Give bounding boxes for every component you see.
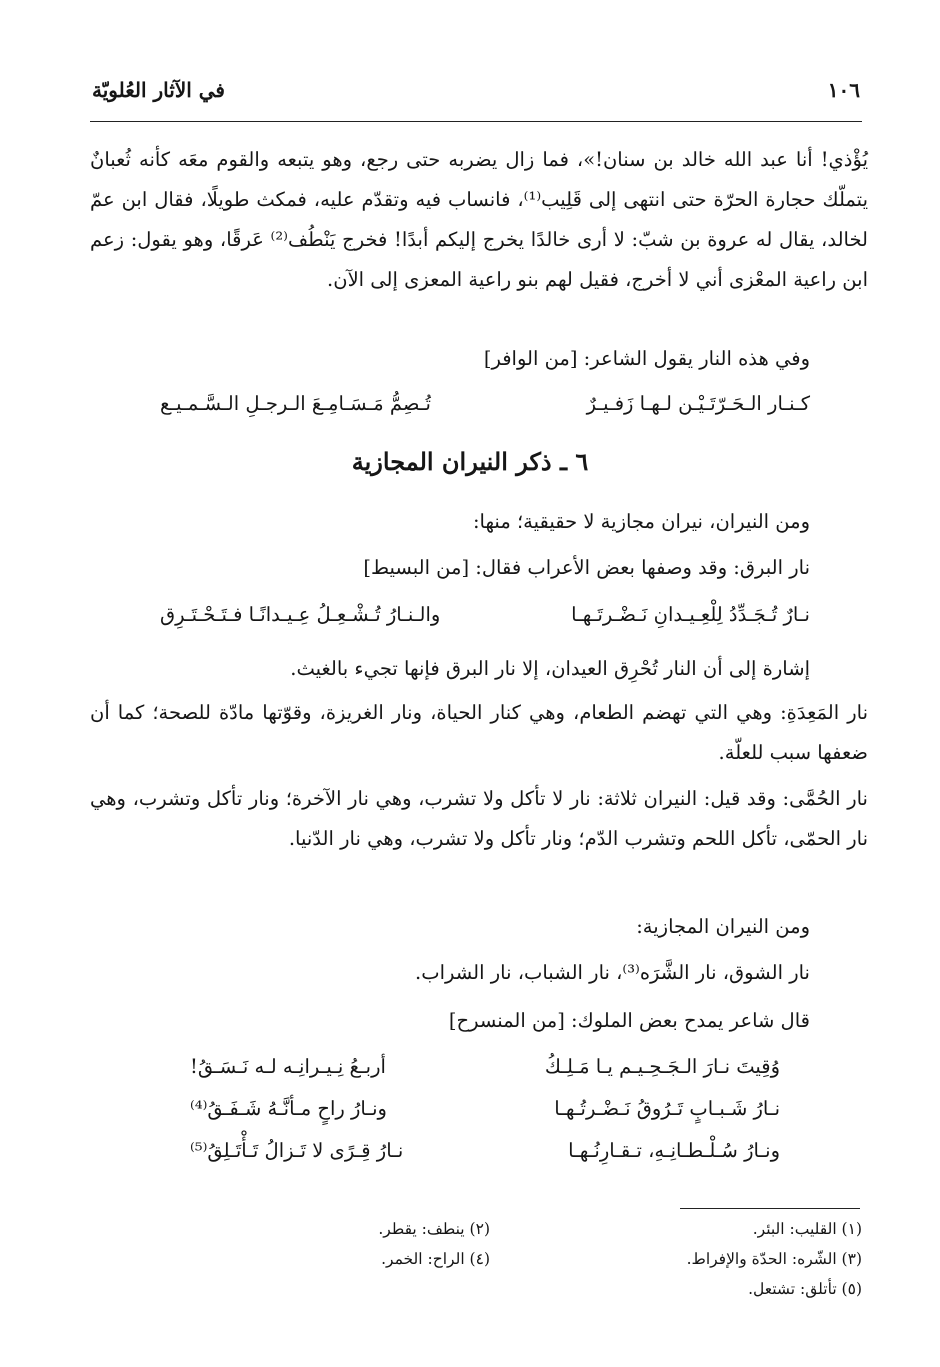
verse-line (190, 1139, 780, 1179)
verse-line (160, 392, 810, 432)
section-intro: ومن النيران، نيران مجازية لا حقيقية؛ منها: (472, 510, 810, 533)
second-hemistich: ونـارُ راحٍ مـأنَّـهُ شَـفَـقُ⁽⁴⁾ (190, 1097, 387, 1120)
lightning-paragraph: إشارة إلى أن النار تُحْرِق العيدان، إلا نار البرق فإنها تجيء بالغيث. (290, 657, 810, 680)
footnote-1: (١) القليب: البئر. (752, 1220, 862, 1238)
footnote-4: (٤) الراح: الخمر. (381, 1250, 490, 1268)
opening-paragraph: يُؤْذي! أنا عبد الله خالد بن سنان!»، فما زال يضربه حتى رجع، وهو يتبعه والقوم معَه كأنه ثُعبانٌ يتملّك حجارة الحرّة حتى انتهى إلى قَلِيب⁽¹⁾، فانساب فيه وتقدّم عليه، فمكث طويلًا، فقال ابن عمّ لخالد، يقال له عروة بن شبّ: لا أرى خالدًا يخرج إليكم أبدًا! فخرج يَنْطُف⁽²⁾ عَرقًا، وهو يقول: زعم ابن راعية المعْزى أني لا أخرج، فقيل لهم بنو راعية المعزى إلى الآن. (90, 148, 868, 291)
section-heading: ٦ ـ ذكر النيران المجازية (351, 447, 589, 476)
verse-line (160, 603, 810, 643)
verse-intro: وفي هذه النار يقول الشاعر: [من الوافر] (483, 347, 810, 370)
footnote-5: (٥) تأتلق: تشتعل. (748, 1280, 862, 1298)
metaphorical-intro: ومن النيران المجازية: (636, 915, 810, 938)
running-title: في الآثار العُلويّة (92, 78, 225, 102)
verse-line (190, 1055, 780, 1095)
second-hemistich: نـارُ قِـرًى لا تَـزالُ تَـأْتَـلِقُ⁽⁵⁾ (190, 1139, 404, 1162)
header-rule (90, 121, 862, 122)
page-number: ١٠٦ (827, 78, 860, 102)
footnote-3: (٣) الشّره: الحدّة والإفراط. (686, 1250, 862, 1268)
footnote-2: (٢) ينطف: يقطر. (378, 1220, 490, 1238)
lightning-intro: نار البرق: وقد وصفها بعض الأعراب فقال: [من البسيط] (363, 556, 810, 579)
first-hemistich: كـنـار الـحَـرّتَـيْـن لـهـا زَفـيـرٌ (586, 392, 810, 415)
second-hemistich: أربـعُ نِـيـرانِـه لـه نَـسَـقُ! (190, 1055, 386, 1078)
second-hemistich: تُـصِمُّ مَـسَـامِـعَ الـرجـلِ الـسَّـمـيـع (160, 392, 431, 415)
first-hemistich: وُقِيتَ نـارَ الـجَـحِـيـم يـا مَـلِـكُ (544, 1055, 780, 1078)
metaphorical-list: نار الشوق، نار الشَّرَه⁽³⁾، نار الشباب، نار الشراب. (415, 961, 810, 984)
verse-line (190, 1097, 780, 1137)
footnote-rule (680, 1208, 860, 1209)
first-hemistich: نـارُ شَـبـابٍ تَـرُوقُ نَـضْـرتُـهـا (554, 1097, 780, 1120)
first-hemistich: ونـارُ سُـلْـطـانِـهِ، تـقـارِنُـهـا (568, 1139, 780, 1162)
stomach-paragraph: نار المَعِدَةِ: وهي التي تهضم الطعام، وهي كنار الحياة، ونار الغريزة، وقوّتها مادّة للصحة؛ كما أن ضعفها سبب للعلّة. (90, 701, 868, 764)
first-hemistich: نـارٌ تُـجَـدِّدُ لِلْعِـيـدانِ نَـضْـرتَـهـا (571, 603, 810, 626)
poem-intro: قال شاعر يمدح بعض الملوك: [من المنسرح] (448, 1009, 810, 1032)
second-hemistich: والـنـارُ تُـشْـعِـلُ عِـيـدانًـا فـتَـحْـتَـرِق (160, 603, 441, 626)
fever-paragraph: نار الحُمَّى: وقد قيل: النيران ثلاثة: نار لا تأكل ولا تشرب، وهي نار الآخرة؛ ونار تأكل وتشرب، وهي نار الحمّى، تأكل اللحم وتشرب الدّم؛ ونار تأكل ولا تشرب، وهي نار الدّنيا. (90, 787, 868, 850)
